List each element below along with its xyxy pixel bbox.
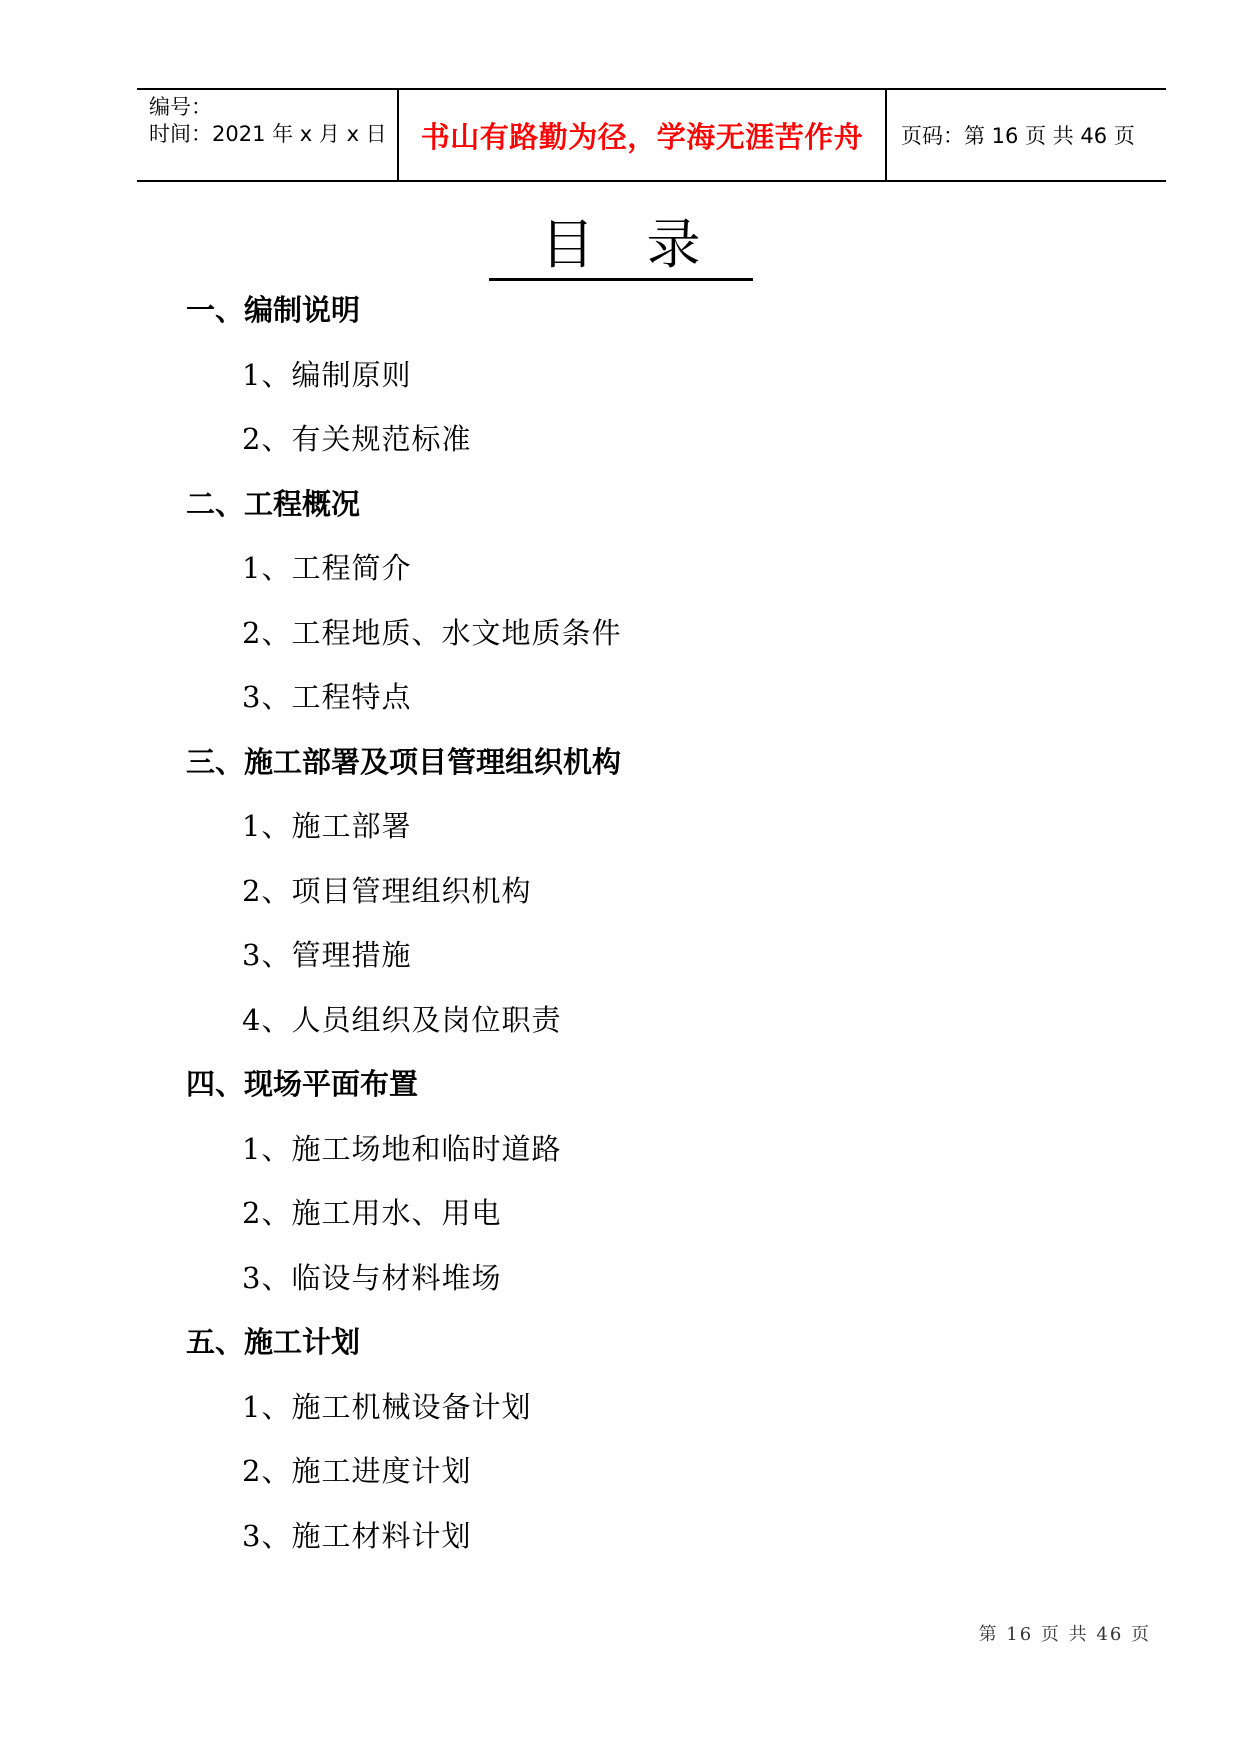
toc-subsection-item: 1、编制原则 (242, 358, 412, 392)
toc-section-heading: 二、工程概况 (186, 487, 361, 521)
header-motto-cell (399, 90, 887, 180)
toc-subsection-item: 2、施工进度计划 (242, 1454, 472, 1488)
header-page-cell (887, 90, 1166, 180)
motto-text: 书山有路勤为径，学海无涯苦作舟 (420, 119, 864, 154)
toc-section-heading: 四、现场平面布置 (186, 1067, 419, 1101)
toc-subsection-item: 1、施工机械设备计划 (242, 1390, 532, 1424)
toc-subsection-item: 3、管理措施 (242, 938, 412, 972)
doc-number-label: 编号： (149, 95, 212, 119)
toc-subsection-item: 1、施工场地和临时道路 (242, 1132, 562, 1166)
toc-subsection-item: 2、有关规范标准 (242, 422, 472, 456)
toc-subsection-item: 2、施工用水、用电 (242, 1196, 502, 1230)
toc-subsection-item: 4、人员组织及岗位职责 (242, 1003, 562, 1037)
toc-subsection-item: 2、工程地质、水文地质条件 (242, 616, 622, 650)
header-info-cell (137, 90, 399, 180)
page-title: 目录 (489, 212, 753, 281)
toc-subsection-item: 1、工程简介 (242, 551, 412, 585)
toc-subsection-item: 2、项目管理组织机构 (242, 874, 532, 908)
page-footer: 第 16 页 共 46 页 (978, 1624, 1151, 1645)
toc-section-heading: 五、施工计划 (186, 1325, 361, 1359)
toc-subsection-item: 3、临设与材料堆场 (242, 1261, 502, 1295)
header-page-info: 页码：第 16 页 共 46 页 (901, 124, 1135, 148)
header-table (137, 88, 1166, 182)
page-title-container (0, 212, 1241, 281)
toc-section-heading: 一、编制说明 (186, 293, 361, 327)
toc-subsection-item: 3、工程特点 (242, 680, 412, 714)
toc-section-heading: 三、施工部署及项目管理组织机构 (186, 745, 622, 779)
toc-subsection-item: 1、施工部署 (242, 809, 412, 843)
doc-time-label: 时间：2021 年 x 月 x 日 (149, 122, 387, 146)
toc-subsection-item: 3、施工材料计划 (242, 1519, 472, 1553)
